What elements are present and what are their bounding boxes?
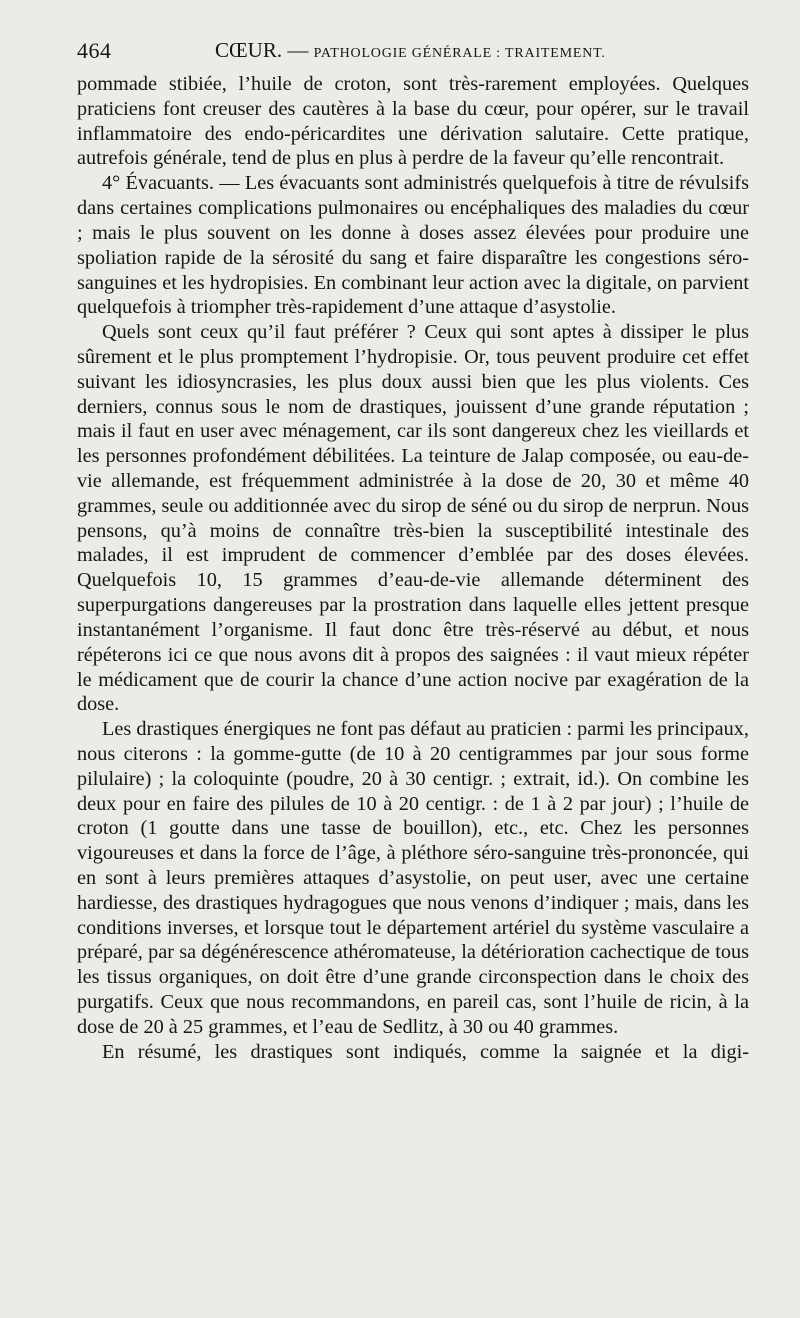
page-number: 464	[77, 38, 112, 63]
running-title	[215, 38, 606, 63]
paragraph-1: pommade stibiée, l’huile de croton, sont très-rarement employées. Quelques praticiens font creuser des cautères à la base du cœur, pour opérer, sur le travail inflammatoire des endo-péricardites une dérivation salutaire. Cette pratique, autrefois générale, tend de plus en plus à perdre de la faveur qu’elle rencontrait.	[77, 73, 749, 170]
running-title-sub: PATHOLOGIE GÉNÉRALE : TRAITEMENT.	[313, 46, 606, 61]
paragraph-4: Les drastiques énergiques ne font pas défaut au praticien : parmi les principaux, nous citerons : la gomme-gutte (de 10 à 20 centigrammes par jour sous forme pilulaire) ; la coloquinte (poudre, 20 à 30 centigr. ; extrait, id.). On combine les deux pour en faire des pilules de 10 à 20 centigr. : de 1 à 2 par jour) ; l’huile de croton (1 goutte dans une tasse de bouillon), etc., etc. Chez les personnes vigoureuses et dans la force de l’âge, à pléthore séro-sanguine très-prononcée, qui en sont à leurs premières attaques d’asystolie, on peut user, avec une certaine hardiesse, des drastiques hydragogues que nous venons d’indiquer ; mais, dans les conditions inverses, et lorsque tout le département artériel du système vasculaire a préparé, par sa dégénérescence athéromateuse, la détérioration cachectique de tous les tissus organiques, on doit être d’une grande circonspection dans le choix des purgatifs. Ceux que nous recommandons, en pareil cas, sont l’huile de ricin, à la dose de 20 à 25 grammes, et l’eau de Sedlitz, à 30 ou 40 grammes.	[77, 718, 749, 1038]
running-title-separator: —	[287, 38, 309, 62]
paragraph-2: 4° Évacuants. — Les évacuants sont administrés quelquefois à titre de révulsifs dans certaines complications pulmonaires ou encéphaliques des maladies du cœur ; mais le plus souvent on les donne à doses assez élevées pour produire une spoliation rapide de la sérosité du sang et faire disparaître les congestions séro-sanguines et les hydropisies. En combinant leur action avec la digitale, on parvient quelquefois à triompher très-rapidement d’une attaque d’asystolie.	[77, 172, 749, 319]
running-title-main: CŒUR.	[215, 38, 283, 62]
paragraph-3: Quels sont ceux qu’il faut préférer ? Ceux qui sont aptes à dissiper le plus sûrement et le plus promptement l’hydropisie. Or, tous peuvent produire cet effet suivant les idiosyncrasies, les plus doux aussi bien que les plus violents. Ces derniers, connus sous le nom de drastiques, jouissent d’une grande réputation ; mais il faut en user avec ménagement, car ils sont dangereux chez les vieillards et les personnes profondément débilitées. La teinture de Jalap composée, ou eau-de-vie allemande, est fréquemment administrée à la dose de 20, 30 et même 40 grammes, seule ou additionnée avec du sirop de séné ou du sirop de nerprun. Nous pensons, qu’à moins de connaître très-bien la susceptibilité intestinale des malades, il est imprudent de commencer d’emblée par des doses élevées. Quelquefois 10, 15 grammes d’eau-de-vie allemande déterminent des superpurgations dangereuses par la prostration dans laquelle elles jettent presque instantanément l’organisme. Il faut donc être très-réservé au début, et nous répéterons ici ce que nous avons dit à propos des saignées : il vaut mieux répéter le médicament que de courir la chance d’une action nocive par exagération de la dose.	[77, 321, 749, 716]
paragraph-5: En résumé, les drastiques sont indiqués, comme la saignée et la digi-	[102, 1040, 749, 1063]
body-text	[77, 72, 749, 1065]
page-header	[77, 38, 749, 68]
